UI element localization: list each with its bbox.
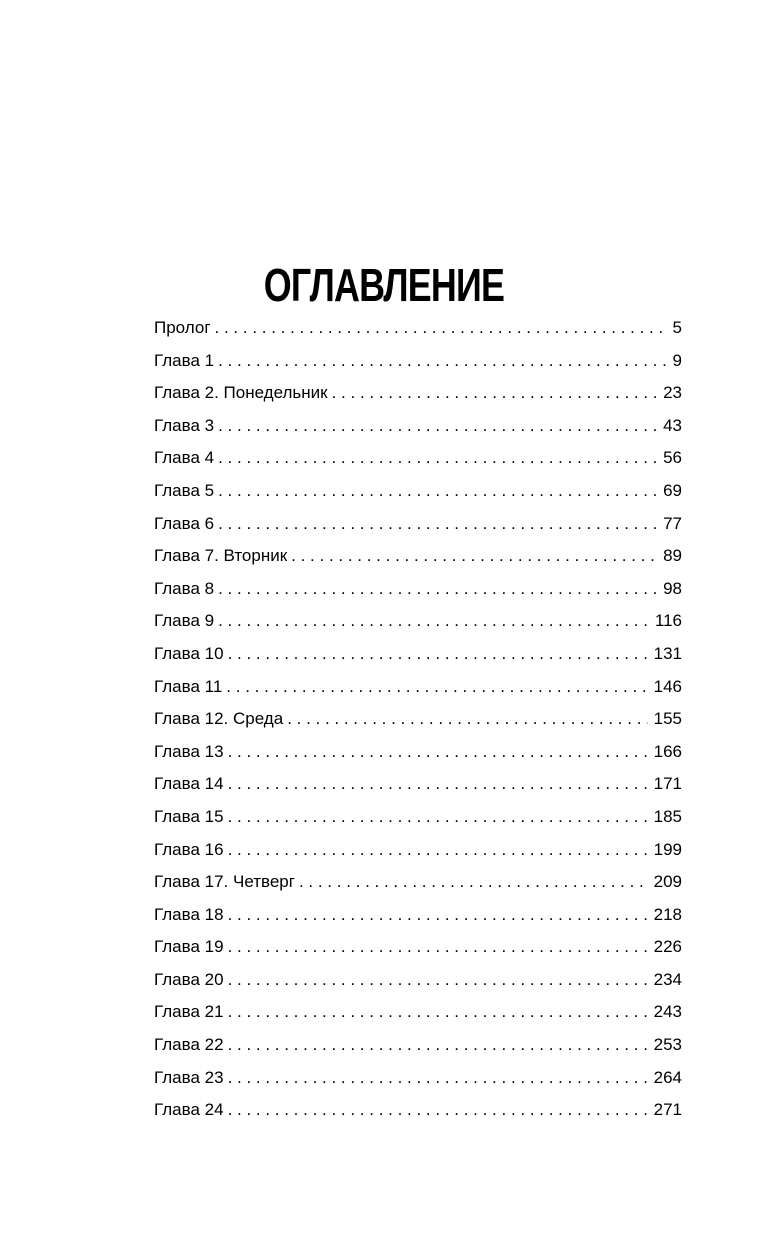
toc-entry: [154, 1062, 682, 1095]
toc-entry-page: 56: [657, 442, 682, 475]
toc-leader-dots: [228, 964, 648, 997]
toc-entry: [154, 508, 682, 541]
toc-leader-dots: [228, 768, 648, 801]
toc-entry-page: 264: [648, 1062, 682, 1095]
toc-leader-dots: [287, 703, 647, 736]
toc-entry-page: 89: [657, 540, 682, 573]
toc-entry: [154, 410, 682, 443]
toc-entry: [154, 1029, 682, 1062]
toc-entry-label: Глава 13: [154, 736, 228, 769]
toc-entry-page: 166: [648, 736, 682, 769]
toc-leader-dots: [228, 931, 648, 964]
toc-entry-page: 69: [657, 475, 682, 508]
toc-entry-label: Глава 8: [154, 573, 218, 606]
toc-entry-label: Глава 17. Четверг: [154, 866, 299, 899]
toc-entry: [154, 931, 682, 964]
toc-entry-label: Глава 4: [154, 442, 218, 475]
toc-leader-dots: [228, 899, 648, 932]
toc-entry-label: Пролог: [154, 312, 215, 345]
toc-leader-dots: [218, 442, 657, 475]
toc-entry-page: 218: [648, 899, 682, 932]
toc-leader-dots: [218, 573, 657, 606]
toc-leader-dots: [228, 801, 648, 834]
toc-entry: [154, 801, 682, 834]
toc-entry-label: Глава 15: [154, 801, 228, 834]
toc-entry: [154, 768, 682, 801]
toc-entry: [154, 866, 682, 899]
toc-entry-page: 98: [657, 573, 682, 606]
toc-entry-page: 5: [667, 312, 682, 345]
toc-entry-label: Глава 16: [154, 834, 228, 867]
toc-entry-page: 199: [648, 834, 682, 867]
toc-entry-label: Глава 22: [154, 1029, 228, 1062]
toc-entry-page: 209: [648, 866, 682, 899]
toc-entry-page: 131: [648, 638, 682, 671]
toc-entry: [154, 996, 682, 1029]
toc-entry-label: Глава 1: [154, 345, 218, 378]
toc-entry: [154, 834, 682, 867]
toc-entry-label: Глава 2. Понедельник: [154, 377, 332, 410]
toc-entry-label: Глава 19: [154, 931, 228, 964]
toc-entry: [154, 605, 682, 638]
toc-entry: [154, 703, 682, 736]
toc-leader-dots: [228, 834, 648, 867]
toc-entry: [154, 540, 682, 573]
toc-leader-dots: [299, 866, 648, 899]
toc-entry-label: Глава 14: [154, 768, 228, 801]
toc-entry-label: Глава 7. Вторник: [154, 540, 291, 573]
toc-entry-page: 116: [649, 605, 682, 638]
toc-entry-label: Глава 12. Среда: [154, 703, 287, 736]
toc-entry-label: Глава 24: [154, 1094, 228, 1127]
toc-leader-dots: [218, 605, 649, 638]
toc-leader-dots: [291, 540, 657, 573]
toc-entry-page: 146: [648, 671, 682, 704]
toc-leader-dots: [215, 312, 667, 345]
toc-leader-dots: [332, 377, 657, 410]
toc-entry-label: Глава 6: [154, 508, 218, 541]
toc-leader-dots: [228, 996, 648, 1029]
toc-leader-dots: [218, 410, 657, 443]
toc-entry-page: 43: [657, 410, 682, 443]
toc-entry-label: Глава 18: [154, 899, 228, 932]
toc-entry-page: 226: [648, 931, 682, 964]
toc-entry: [154, 736, 682, 769]
toc-entry: [154, 442, 682, 475]
toc-entry-label: Глава 5: [154, 475, 218, 508]
toc-leader-dots: [218, 475, 657, 508]
toc-entry-page: 253: [648, 1029, 682, 1062]
toc-entry-page: 185: [648, 801, 682, 834]
toc-leader-dots: [228, 1029, 648, 1062]
toc-entry-page: 155: [648, 703, 682, 736]
toc-entry-label: Глава 3: [154, 410, 218, 443]
toc-entry: [154, 1094, 682, 1127]
toc-leader-dots: [226, 671, 647, 704]
toc-entry-page: 77: [657, 508, 682, 541]
toc-entry: [154, 377, 682, 410]
toc-entry-page: 9: [667, 345, 682, 378]
toc-entry: [154, 573, 682, 606]
toc-entry: [154, 671, 682, 704]
toc-entry: [154, 345, 682, 378]
toc-entry-page: 171: [648, 768, 682, 801]
toc-entry: [154, 475, 682, 508]
toc-entry-label: Глава 9: [154, 605, 218, 638]
toc-entry: [154, 638, 682, 671]
toc-entry: [154, 312, 682, 345]
toc-leader-dots: [218, 508, 657, 541]
toc-entry-page: 23: [657, 377, 682, 410]
toc-leader-dots: [228, 1094, 648, 1127]
toc-entry-page: 271: [648, 1094, 682, 1127]
toc-list: [154, 312, 682, 1127]
toc-entry-label: Глава 11: [154, 671, 226, 704]
toc-leader-dots: [228, 1062, 648, 1095]
toc-entry: [154, 964, 682, 997]
toc-entry-page: 243: [648, 996, 682, 1029]
toc-entry-label: Глава 21: [154, 996, 228, 1029]
toc-leader-dots: [228, 736, 648, 769]
toc-leader-dots: [218, 345, 666, 378]
toc-entry-label: Глава 20: [154, 964, 228, 997]
toc-entry: [154, 899, 682, 932]
toc-entry-page: 234: [648, 964, 682, 997]
toc-leader-dots: [228, 638, 648, 671]
toc-entry-label: Глава 23: [154, 1062, 228, 1095]
toc-title: ОГЛАВЛЕНИЕ: [263, 258, 505, 311]
toc-entry-label: Глава 10: [154, 638, 228, 671]
